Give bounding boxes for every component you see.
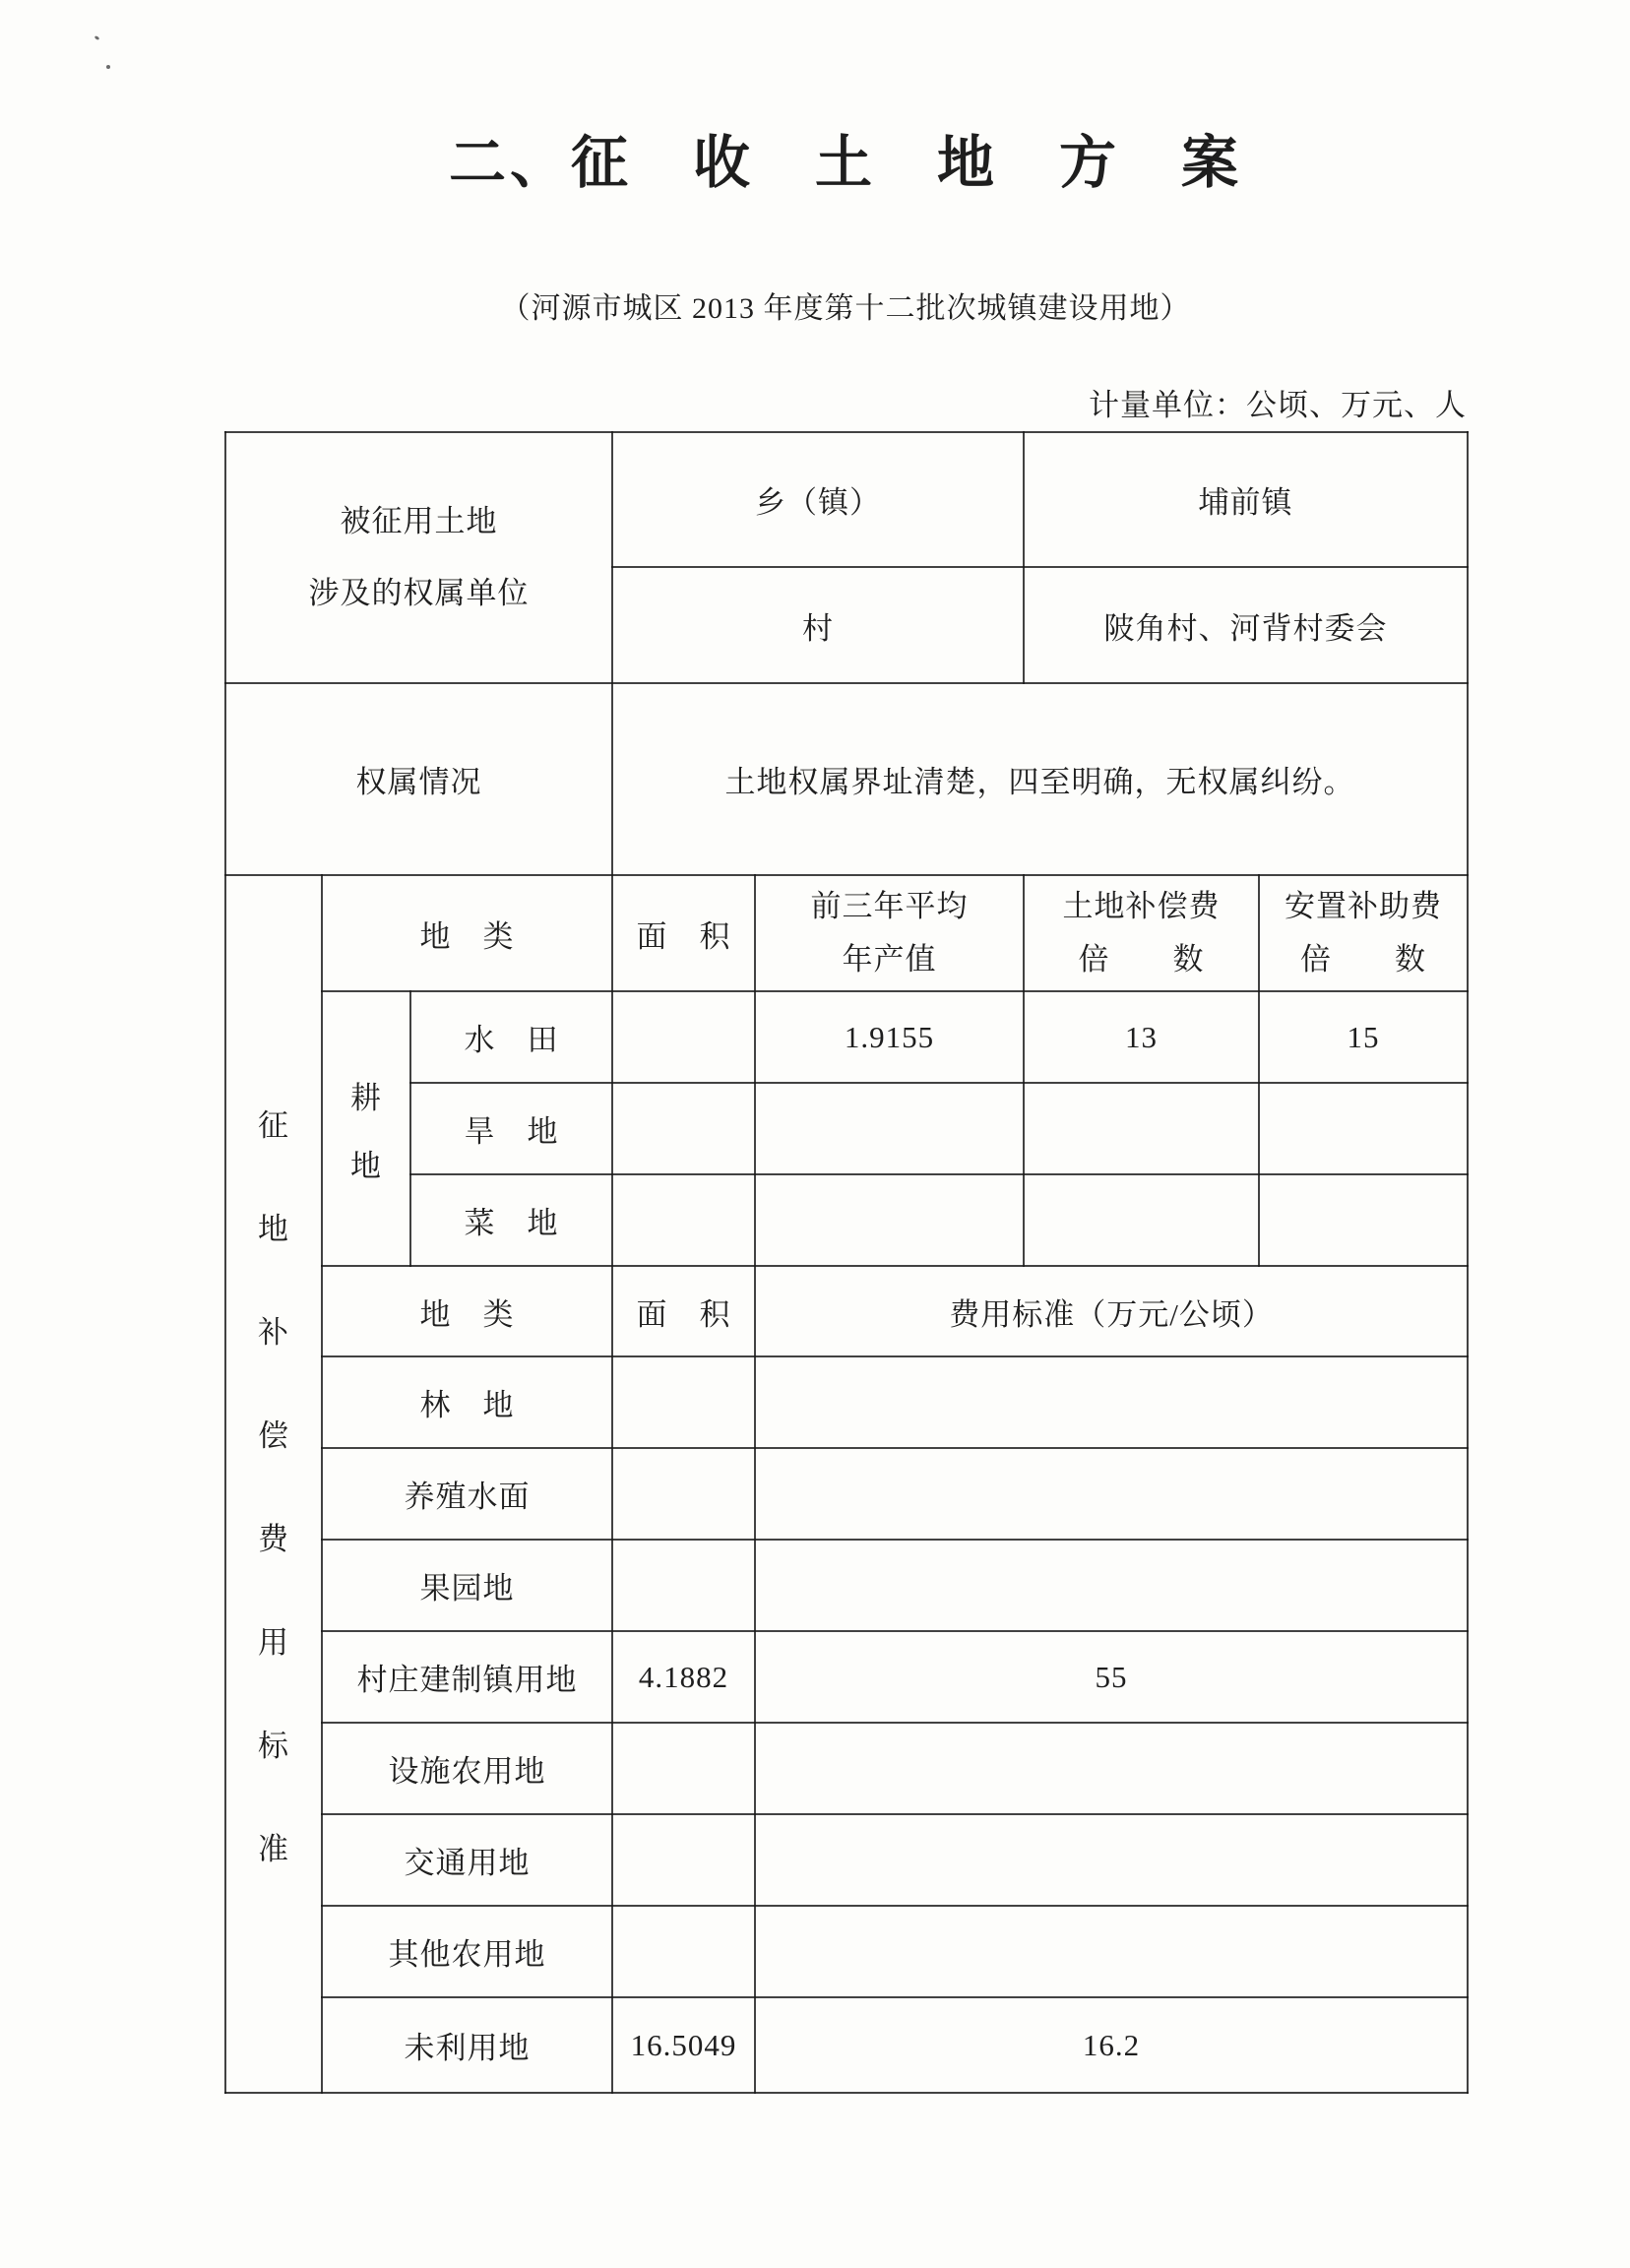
ownership-status-value-cell: 土地权属界址清楚，四至明确，无权属纠纷。 bbox=[612, 683, 1468, 875]
transport-land-fee-cell bbox=[755, 1814, 1468, 1906]
unused-land-fee-cell: 16.2 bbox=[755, 1997, 1468, 2093]
ownership-unit-label-cell bbox=[225, 432, 612, 683]
paddy-field-area-cell bbox=[612, 991, 755, 1083]
paddy-field-resettle-multiple-cell: 15 bbox=[1259, 991, 1468, 1083]
transport-land-area-cell bbox=[612, 1814, 755, 1906]
orchard-fee-cell bbox=[755, 1540, 1468, 1631]
village-value-cell: 陂角村、河背村委会 bbox=[1024, 567, 1468, 683]
aquaculture-label-cell: 养殖水面 bbox=[322, 1448, 612, 1540]
other-agri-area-cell bbox=[612, 1906, 755, 1997]
unused-land-label-cell: 未利用地 bbox=[322, 1997, 612, 2093]
facility-agri-fee-cell bbox=[755, 1723, 1468, 1814]
village-town-land-area-cell: 4.1882 bbox=[612, 1631, 755, 1723]
compensation-section-vertical-label: 征 地 补 偿 费 用 标 准 bbox=[258, 1107, 289, 1866]
other-agri-fee-cell bbox=[755, 1906, 1468, 1997]
page-subtitle: （河源市城区 2013 年度第十二批次城镇建设用地） bbox=[500, 292, 1191, 325]
scan-speck bbox=[106, 65, 110, 69]
vegetable-land-avg-output-cell bbox=[755, 1174, 1024, 1266]
unused-land-area-cell: 16.5049 bbox=[612, 1997, 755, 2093]
scan-speck bbox=[94, 35, 100, 40]
other-agri-label-cell: 其他农用地 bbox=[322, 1906, 612, 1997]
transport-land-label-cell: 交通用地 bbox=[322, 1814, 612, 1906]
ownership-unit-label-line1: 被征用土地 bbox=[340, 503, 498, 538]
cultivated-land-vertical-label: 耕 地 bbox=[350, 1080, 382, 1183]
village-town-land-label-cell: 村庄建制镇用地 bbox=[322, 1631, 612, 1723]
aquaculture-area-cell bbox=[612, 1448, 755, 1540]
facility-agri-label-cell: 设施农用地 bbox=[322, 1723, 612, 1814]
paddy-field-avg-output-cell: 1.9155 bbox=[755, 991, 1024, 1083]
orchard-area-cell bbox=[612, 1540, 755, 1631]
headerA-avg-output-cell: 前三年平均 年产值 bbox=[755, 875, 1024, 991]
measurement-unit-note: 计量单位：公顷、万元、人 bbox=[1089, 388, 1467, 422]
vegetable-land-resettle-multiple-cell bbox=[1259, 1174, 1468, 1266]
headerA-land-compensation-cell: 土地补偿费 倍 数 bbox=[1024, 875, 1259, 991]
compensation-section-label-cell bbox=[225, 875, 322, 2093]
village-town-land-fee-cell: 55 bbox=[755, 1631, 1468, 1723]
cultivated-land-group-cell bbox=[322, 991, 410, 1266]
vegetable-land-land-multiple-cell bbox=[1024, 1174, 1259, 1266]
ownership-unit-label-line2: 涉及的权属单位 bbox=[308, 575, 530, 610]
aquaculture-fee-cell bbox=[755, 1448, 1468, 1540]
paddy-field-label-cell: 水 田 bbox=[410, 991, 612, 1083]
land-acquisition-table bbox=[224, 431, 1469, 2094]
forest-land-fee-cell bbox=[755, 1356, 1468, 1448]
forest-land-label-cell: 林 地 bbox=[322, 1356, 612, 1448]
dry-land-label-cell: 旱 地 bbox=[410, 1083, 612, 1174]
headerA-area-cell: 面 积 bbox=[612, 875, 755, 991]
dry-land-avg-output-cell bbox=[755, 1083, 1024, 1174]
headerB-land-type-cell: 地 类 bbox=[322, 1266, 612, 1356]
page-title: 二、征 收 土 地 方 案 bbox=[448, 131, 1242, 195]
ownership-status-label-cell: 权属情况 bbox=[225, 683, 612, 875]
township-value-cell: 埔前镇 bbox=[1024, 432, 1468, 567]
headerB-area-cell: 面 积 bbox=[612, 1266, 755, 1356]
paddy-field-land-multiple-cell: 13 bbox=[1024, 991, 1259, 1083]
dry-land-area-cell bbox=[612, 1083, 755, 1174]
orchard-label-cell: 果园地 bbox=[322, 1540, 612, 1631]
headerA-land-type-cell: 地 类 bbox=[322, 875, 612, 991]
headerA-resettlement-cell: 安置补助费 倍 数 bbox=[1259, 875, 1468, 991]
headerB-fee-standard-cell: 费用标准（万元/公顷） bbox=[755, 1266, 1468, 1356]
facility-agri-area-cell bbox=[612, 1723, 755, 1814]
township-label-cell: 乡（镇） bbox=[612, 432, 1024, 567]
dry-land-resettle-multiple-cell bbox=[1259, 1083, 1468, 1174]
vegetable-land-area-cell bbox=[612, 1174, 755, 1266]
dry-land-land-multiple-cell bbox=[1024, 1083, 1259, 1174]
vegetable-land-label-cell: 菜 地 bbox=[410, 1174, 612, 1266]
village-label-cell: 村 bbox=[612, 567, 1024, 683]
forest-land-area-cell bbox=[612, 1356, 755, 1448]
